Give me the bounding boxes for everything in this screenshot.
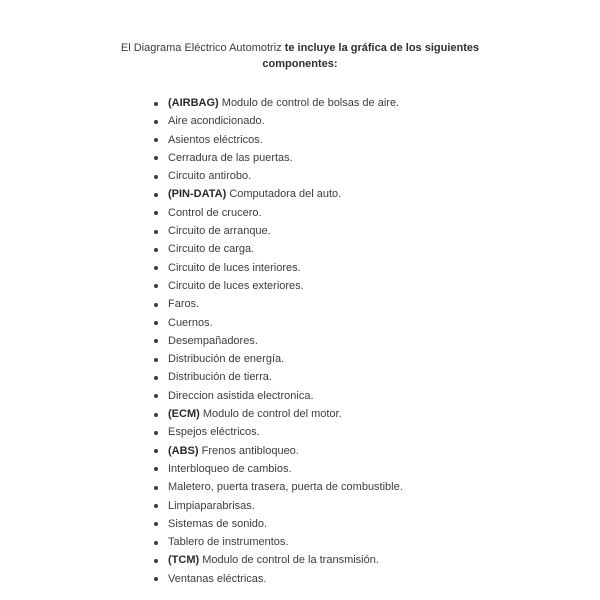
- bullet-icon: [154, 156, 158, 160]
- bullet-icon: [154, 284, 158, 288]
- list-item: [152, 533, 403, 551]
- bullet-icon: [154, 339, 158, 343]
- list-item: [152, 551, 403, 569]
- component-text: Asientos eléctricos.: [168, 133, 263, 146]
- bullet-icon: [154, 577, 158, 581]
- bullet-icon: [154, 321, 158, 325]
- list-item: [152, 277, 403, 295]
- component-code: (AIRBAG): [168, 97, 219, 109]
- component-list: [152, 94, 403, 588]
- list-item: [152, 497, 403, 515]
- list-item: [152, 259, 403, 277]
- bullet-icon: [154, 413, 158, 417]
- bullet-icon: [154, 138, 158, 142]
- bullet-icon: [154, 449, 158, 453]
- component-text: Distribución de energía.: [168, 353, 285, 366]
- component-text: Limpiaparabrisas.: [168, 499, 255, 512]
- list-item: [152, 460, 403, 478]
- bullet-icon: [154, 211, 158, 215]
- intro-line-1: [0, 40, 600, 56]
- list-item: [152, 570, 403, 588]
- list-item: [152, 478, 403, 496]
- list-item: [152, 204, 403, 222]
- bullet-icon: [154, 120, 158, 124]
- bullet-icon: [154, 303, 158, 307]
- list-item: [152, 222, 403, 240]
- bullet-icon: [154, 376, 158, 380]
- component-text: Maletero, puerta trasera, puerta de combustible.: [168, 481, 403, 494]
- component-code: (TCM): [168, 554, 200, 567]
- bullet-icon: [154, 541, 158, 545]
- list-item: [152, 387, 403, 405]
- intro-bold-text: te incluye la gráfica de los siguientes: [284, 42, 480, 54]
- component-text: Ventanas eléctricas.: [168, 572, 267, 585]
- intro-paragraph: [0, 40, 600, 72]
- list-item: [152, 423, 403, 441]
- component-text: Modulo de control del motor.: [202, 408, 342, 421]
- bullet-icon: [154, 394, 158, 398]
- component-code: (PIN-DATA): [168, 188, 227, 201]
- list-item: [152, 185, 403, 203]
- intro-normal-text: El Diagrama Eléctrico Automotriz: [120, 42, 285, 54]
- component-text: Computadora del auto.: [229, 188, 342, 201]
- bullet-icon: [154, 559, 158, 563]
- list-item: [152, 515, 403, 533]
- bullet-icon: [154, 522, 158, 526]
- component-text: Cerradura de las puertas.: [168, 151, 293, 164]
- bullet-icon: [154, 248, 158, 252]
- bullet-icon: [154, 266, 158, 270]
- list-item: [152, 167, 403, 185]
- list-item: [152, 94, 403, 112]
- component-text: Circuito de luces interiores.: [168, 261, 301, 274]
- bullet-icon: [154, 230, 158, 234]
- bullet-icon: [154, 175, 158, 179]
- list-item: [152, 405, 403, 423]
- component-text: Desempañadores.: [168, 334, 258, 347]
- bullet-icon: [154, 431, 158, 435]
- list-item: [152, 112, 403, 130]
- component-text: Circuito de carga.: [168, 243, 255, 256]
- bullet-icon: [154, 193, 158, 197]
- intro-line-2: componentes:: [262, 58, 338, 70]
- list-item: [152, 368, 403, 386]
- component-text: Control de crucero.: [168, 206, 262, 219]
- bullet-icon: [154, 102, 158, 106]
- list-item: [152, 442, 403, 460]
- bullet-icon: [154, 358, 158, 362]
- component-text: Direccion asistida electronica.: [168, 389, 314, 402]
- component-text: Faros.: [168, 298, 200, 311]
- list-item: [152, 131, 403, 149]
- list-item: [152, 295, 403, 313]
- component-text: Cuernos.: [168, 316, 213, 329]
- list-item: [152, 240, 403, 258]
- component-text: Espejos eléctricos.: [168, 426, 260, 439]
- component-text: Circuito de arranque.: [168, 225, 271, 238]
- list-item: [152, 332, 403, 350]
- bullet-icon: [154, 504, 158, 508]
- list-item: [152, 149, 403, 167]
- component-text: Frenos antibloqueo.: [201, 444, 299, 457]
- component-text: Modulo de control de la transmisión.: [202, 554, 379, 567]
- component-text: Tablero de instrumentos.: [168, 536, 289, 549]
- component-text: Distribución de tierra.: [168, 371, 272, 384]
- component-text: Interbloqueo de cambios.: [168, 462, 292, 475]
- component-text: Sistemas de sonido.: [168, 517, 268, 530]
- bullet-icon: [154, 486, 158, 490]
- list-item: [152, 350, 403, 368]
- bullet-icon: [154, 467, 158, 471]
- component-text: Modulo de control de bolsas de aire.: [221, 97, 400, 109]
- list-item: [152, 314, 403, 332]
- component-code: (ABS): [168, 444, 199, 457]
- component-text: Circuito de luces exteriores.: [168, 279, 304, 292]
- component-code: (ECM): [168, 408, 200, 421]
- component-text: Circuito antirobo.: [168, 170, 252, 183]
- component-text: Aire acondicionado.: [168, 115, 265, 128]
